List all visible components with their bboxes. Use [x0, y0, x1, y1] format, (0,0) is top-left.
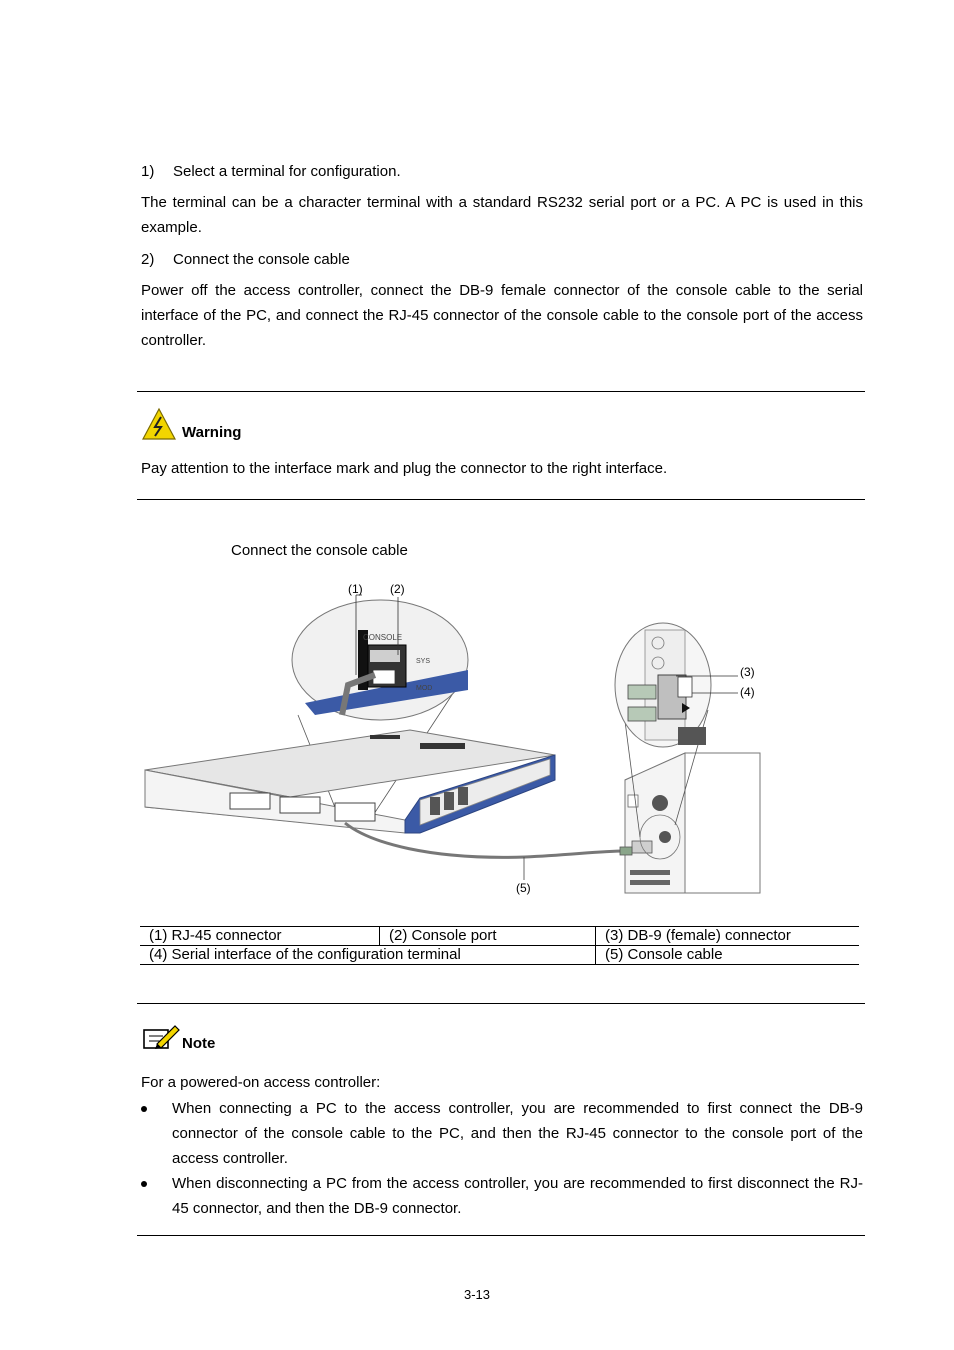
warning-icon: [141, 407, 177, 441]
note-pencil-icon: [141, 1022, 181, 1052]
step-text: Connect the console cable: [173, 251, 350, 268]
mod-led-text: MOD: [416, 685, 433, 692]
warning-label: Warning: [182, 424, 242, 441]
list-item-text: When disconnecting a PC from the access controller, you are recommended to first disconnect the RJ-45 connector, and then the DB-9 connector.: [172, 1175, 863, 1217]
callout-4: (4): [740, 685, 755, 699]
callout-2: (2): [390, 582, 405, 596]
step-number: 1): [141, 163, 155, 180]
step-text: Select a terminal for configuration.: [173, 163, 401, 180]
list-item: [141, 1096, 863, 1171]
console-port-text: CONSOLE: [363, 633, 403, 642]
power-off-paragraph: Power off the access controller, connect the DB-9 female connector of the console cable to the serial interface of the PC, and connect the RJ-45 connector of the console cable to the console port of the access controller.: [141, 282, 863, 349]
legend-cell: (2) Console port: [380, 927, 596, 946]
legend-cell: (5) Console cable: [596, 946, 860, 965]
list-item: [141, 1171, 863, 1221]
bullet-icon: [141, 1106, 147, 1112]
note-intro: For a powered-on access controller:: [141, 1074, 381, 1091]
page-number: 3-13: [463, 1287, 491, 1302]
step-1: [141, 159, 401, 184]
note-top-rule: [137, 1003, 865, 1004]
note-list: [141, 1096, 863, 1221]
callout-3: (3): [740, 665, 755, 679]
legend-cell: (3) DB-9 (female) connector: [596, 927, 860, 946]
legend-cell: (4) Serial interface of the configuration terminal: [140, 946, 596, 965]
figure-caption: Connect the console cable: [231, 542, 408, 559]
terminal-paragraph: The terminal can be a character terminal with a standard RS232 serial port or a PC. A PC is used in this example.: [141, 194, 863, 236]
bullet-icon: [141, 1181, 147, 1187]
warning-bottom-rule: [137, 499, 865, 500]
legend-cell: (1) RJ-45 connector: [140, 927, 380, 946]
note-bottom-rule: [137, 1235, 865, 1236]
list-item-text: When connecting a PC to the access controller, you are recommended to first connect the DB-9 connector of the console cable to the PC, and then the RJ-45 connector to the console port of the access controller.: [172, 1100, 863, 1167]
sys-led-text: SYS: [416, 658, 431, 665]
step-2: [141, 247, 350, 272]
table-row: [140, 946, 859, 965]
note-label: Note: [182, 1035, 216, 1052]
warning-text: Pay attention to the interface mark and plug the connector to the right interface.: [141, 460, 668, 477]
step-number: 2): [141, 251, 155, 268]
warning-top-rule: [137, 391, 865, 392]
figure-legend-table: [140, 926, 859, 965]
table-row: [140, 927, 859, 946]
callout-1: (1): [348, 582, 363, 596]
console-cable-diagram: [130, 575, 830, 905]
callout-5: (5): [516, 881, 531, 895]
